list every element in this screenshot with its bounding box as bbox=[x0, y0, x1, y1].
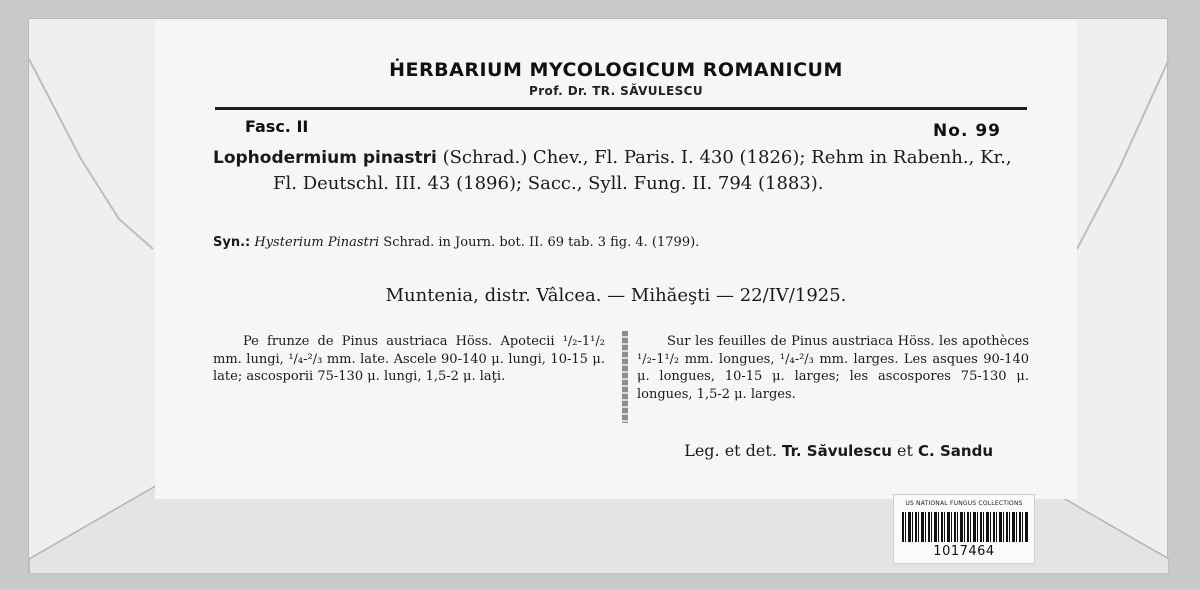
taxon-citation bbox=[213, 145, 1033, 197]
collectors-line bbox=[684, 441, 993, 460]
species-name: Lophodermium pinastri bbox=[213, 148, 437, 168]
synonym-label: Syn.: bbox=[213, 235, 251, 250]
barcode-organization: US NATIONAL FUNGUS COLLECTIONS bbox=[905, 500, 1023, 507]
citation-text: (Schrad.) Chev., Fl. Paris. I. 430 (1826); Rehm in Rabenh., Kr., Fl. Deutschl. III. 43 (1896); Sacc., Syll. Fung. II. 794 (1883). bbox=[273, 147, 1012, 194]
description-romanian: Pe frunze de Pinus austriaca Höss. Apotecii ¹/₂-1¹/₂ mm. lungi, ¹/₄-²/₃ mm. late. Ascele 90-140 μ. lungi, 10-15 μ. late; ascosporii 75-130 μ. lungi, 1,5-2 μ. laţi. bbox=[213, 334, 605, 384]
collectors-prefix: Leg. et det. bbox=[684, 441, 782, 460]
description-french: Sur les feuilles de Pinus austriaca Höss. les apothèces ¹/₂-1¹/₂ mm. longues, ¹/₄-²/₃ mm. larges. Les asques 90-140 μ. longues, 10-15 μ. larges; les ascospores 75-130 μ. longues, 1,5-2 μ. larges. bbox=[637, 334, 1029, 402]
herbarium-title: ḢERBARIUM MYCOLOGICUM ROMANICUM bbox=[389, 59, 843, 81]
locality-line: Muntenia, distr. Vâlcea. — Mihăeşti — 22/IV/1925. bbox=[385, 285, 847, 306]
herbarium-envelope bbox=[28, 18, 1168, 573]
editor-line: Prof. Dr. TR. SĂVULESCU bbox=[529, 84, 703, 98]
barcode-number: 1017464 bbox=[933, 544, 995, 559]
collector-second: C. Sandu bbox=[918, 442, 993, 460]
collectors-joiner: et bbox=[891, 441, 919, 460]
barcode-label bbox=[893, 494, 1035, 564]
column-divider bbox=[622, 331, 628, 423]
synonym-name: Hysterium Pinastri bbox=[254, 235, 380, 250]
header-rule bbox=[215, 107, 1027, 110]
fascicle-label: Fasc. II bbox=[245, 117, 309, 136]
collector-first: Tr. Săvulescu bbox=[782, 442, 892, 460]
synonym-line bbox=[213, 235, 1033, 250]
left-flap-fold bbox=[29, 59, 153, 249]
right-flap-fold bbox=[1077, 59, 1169, 249]
synonym-text: Schrad. in Journ. bot. II. 69 tab. 3 fig. 4. (1799). bbox=[379, 235, 700, 250]
specimen-number: No. 99 bbox=[933, 121, 1001, 141]
barcode-bars bbox=[902, 512, 1028, 542]
specimen-label bbox=[155, 21, 1077, 499]
